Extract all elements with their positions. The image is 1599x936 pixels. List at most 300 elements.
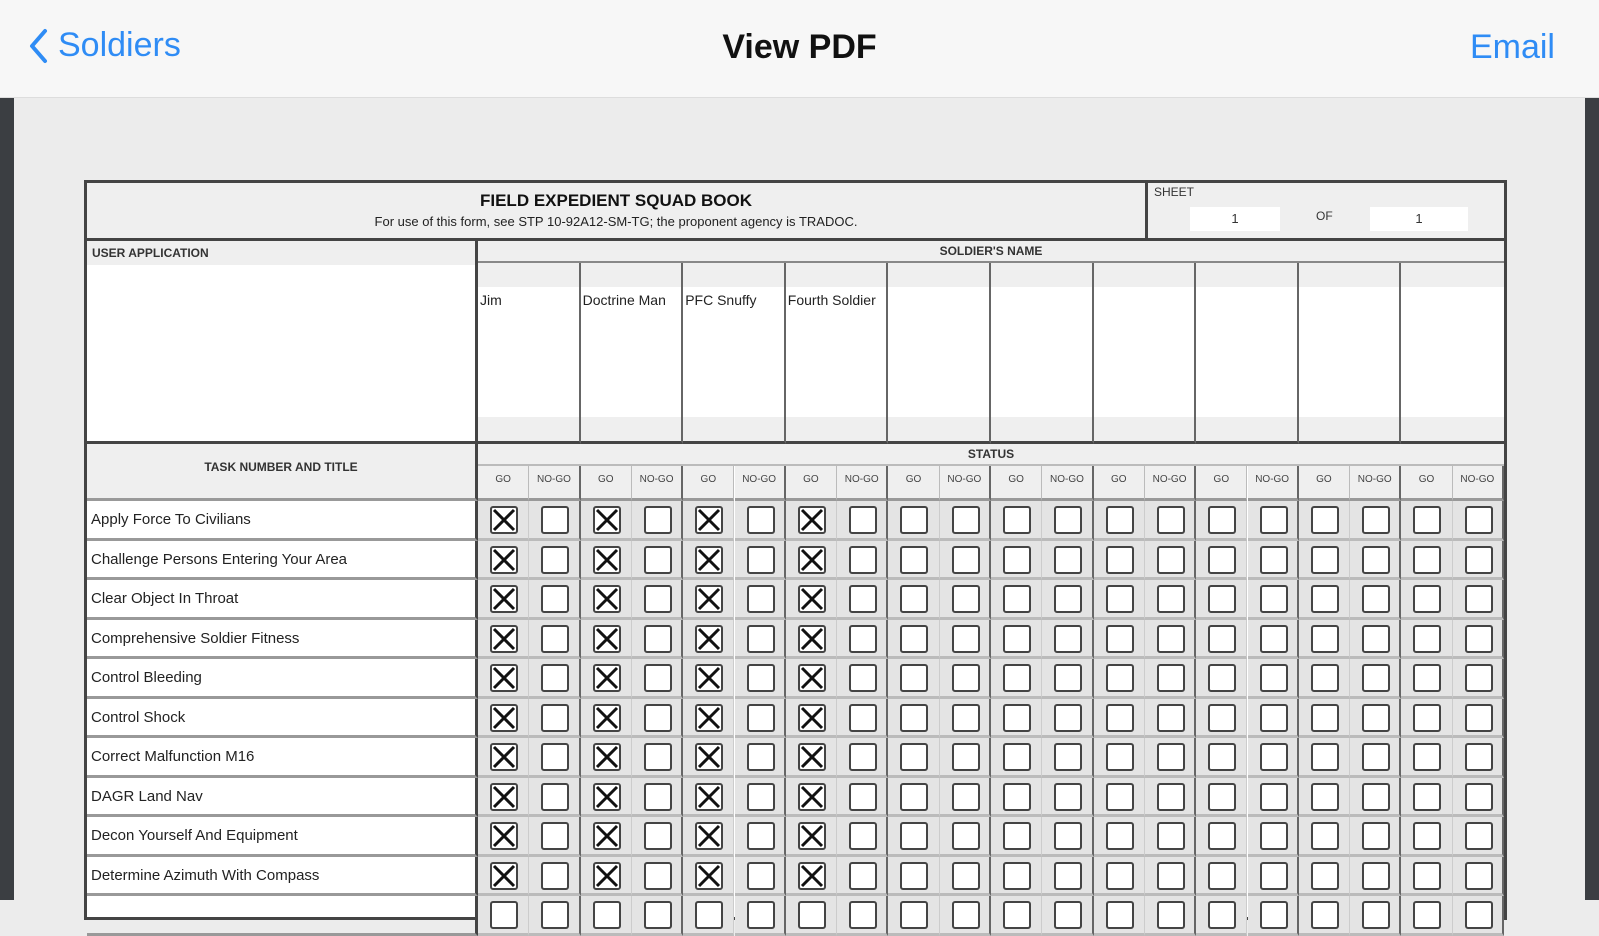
go-checkbox[interactable]	[490, 546, 518, 574]
go-checkbox[interactable]	[1106, 783, 1134, 811]
nogo-checkbox[interactable]	[541, 585, 569, 613]
soldier-name-column[interactable]	[786, 263, 889, 444]
soldier-name-column[interactable]	[1401, 263, 1504, 444]
go-checkbox[interactable]	[490, 625, 518, 653]
go-checkbox[interactable]	[593, 546, 621, 574]
nogo-checkbox[interactable]	[747, 783, 775, 811]
nogo-checkbox[interactable]	[1054, 743, 1082, 771]
go-checkbox[interactable]	[1106, 822, 1134, 850]
soldier-name-column[interactable]	[1094, 263, 1197, 444]
go-checkbox[interactable]	[900, 862, 928, 890]
nogo-checkbox[interactable]	[1157, 743, 1185, 771]
soldier-name-column[interactable]	[581, 263, 684, 444]
nogo-checkbox[interactable]	[541, 783, 569, 811]
x-mark-icon	[800, 666, 824, 690]
nogo-checkbox[interactable]	[644, 862, 672, 890]
nogo-checkbox[interactable]	[1260, 704, 1288, 732]
go-checkbox[interactable]	[490, 704, 518, 732]
nogo-checkbox[interactable]	[849, 783, 877, 811]
nogo-checkbox[interactable]	[1054, 822, 1082, 850]
nogo-checkbox[interactable]	[1260, 862, 1288, 890]
nogo-checkbox[interactable]	[1054, 862, 1082, 890]
page-title: View PDF	[722, 28, 877, 66]
soldier-name: Fourth Soldier	[787, 292, 876, 308]
go-checkbox[interactable]	[695, 743, 723, 771]
go-checkbox[interactable]	[1311, 783, 1339, 811]
go-header: GO	[991, 466, 1042, 501]
nogo-checkbox[interactable]	[1157, 585, 1185, 613]
nogo-header: NO-GO	[1350, 466, 1401, 501]
nogo-header: NO-GO	[837, 466, 888, 501]
go-checkbox[interactable]	[1003, 862, 1031, 890]
go-checkbox[interactable]	[1413, 704, 1441, 732]
go-checkbox[interactable]	[1311, 585, 1339, 613]
go-checkbox[interactable]	[798, 546, 826, 574]
go-checkbox[interactable]	[798, 901, 826, 929]
sheet-field[interactable]: 1	[1190, 207, 1280, 231]
nogo-checkbox[interactable]	[644, 783, 672, 811]
go-checkbox[interactable]	[593, 783, 621, 811]
name-field-bottom	[786, 417, 887, 441]
nogo-checkbox[interactable]	[1260, 625, 1288, 653]
go-header: GO	[888, 466, 939, 501]
soldier-name: Doctrine Man	[582, 292, 666, 308]
go-checkbox[interactable]	[900, 585, 928, 613]
nogo-checkbox[interactable]	[1260, 506, 1288, 534]
go-checkbox[interactable]	[1413, 625, 1441, 653]
go-checkbox[interactable]	[695, 664, 723, 692]
nogo-checkbox[interactable]	[849, 743, 877, 771]
x-mark-icon	[697, 824, 721, 848]
nogo-checkbox[interactable]	[849, 664, 877, 692]
go-checkbox[interactable]	[798, 862, 826, 890]
nogo-checkbox[interactable]	[1362, 546, 1390, 574]
go-checkbox[interactable]	[1208, 901, 1236, 929]
go-checkbox[interactable]	[490, 664, 518, 692]
go-checkbox[interactable]	[798, 585, 826, 613]
go-checkbox[interactable]	[1311, 901, 1339, 929]
nogo-checkbox[interactable]	[952, 704, 980, 732]
go-checkbox[interactable]	[490, 862, 518, 890]
go-checkbox[interactable]	[798, 704, 826, 732]
nogo-checkbox[interactable]	[1054, 585, 1082, 613]
nogo-checkbox[interactable]	[849, 625, 877, 653]
go-checkbox[interactable]	[695, 822, 723, 850]
go-checkbox[interactable]	[798, 506, 826, 534]
go-checkbox[interactable]	[1413, 822, 1441, 850]
nogo-checkbox[interactable]	[747, 585, 775, 613]
nogo-checkbox[interactable]	[541, 743, 569, 771]
go-checkbox[interactable]	[798, 743, 826, 771]
go-checkbox[interactable]	[1413, 862, 1441, 890]
nogo-checkbox[interactable]	[849, 506, 877, 534]
go-checkbox[interactable]	[1311, 506, 1339, 534]
name-field-bottom	[991, 417, 1092, 441]
nogo-checkbox[interactable]	[1157, 822, 1185, 850]
nogo-checkbox[interactable]	[644, 704, 672, 732]
nogo-checkbox[interactable]	[1362, 862, 1390, 890]
task-row-title: DAGR Land Nav	[87, 778, 478, 818]
x-mark-icon	[595, 785, 619, 809]
go-checkbox[interactable]	[1413, 506, 1441, 534]
soldier-name: PFC Snuffy	[685, 292, 757, 308]
go-checkbox[interactable]	[1003, 625, 1031, 653]
nogo-checkbox[interactable]	[952, 546, 980, 574]
go-checkbox[interactable]	[490, 822, 518, 850]
nogo-checkbox[interactable]	[1260, 743, 1288, 771]
go-checkbox[interactable]	[1208, 625, 1236, 653]
nogo-checkbox[interactable]	[644, 743, 672, 771]
go-checkbox[interactable]	[593, 664, 621, 692]
go-checkbox[interactable]	[1106, 625, 1134, 653]
go-checkbox[interactable]	[695, 862, 723, 890]
nogo-checkbox[interactable]	[849, 822, 877, 850]
task-row-title: Determine Azimuth With Compass	[87, 857, 478, 897]
go-checkbox[interactable]	[1003, 743, 1031, 771]
nogo-checkbox[interactable]	[1362, 822, 1390, 850]
nogo-checkbox[interactable]	[1362, 625, 1390, 653]
go-checkbox[interactable]	[1413, 585, 1441, 613]
nogo-checkbox[interactable]	[1465, 585, 1493, 613]
go-checkbox[interactable]	[695, 901, 723, 929]
go-checkbox[interactable]	[1311, 664, 1339, 692]
go-checkbox[interactable]	[1003, 585, 1031, 613]
back-label: Soldiers	[58, 26, 181, 64]
go-checkbox[interactable]	[1003, 506, 1031, 534]
nogo-checkbox[interactable]	[952, 664, 980, 692]
nogo-checkbox[interactable]	[1260, 585, 1288, 613]
nogo-checkbox[interactable]	[1157, 664, 1185, 692]
go-checkbox[interactable]	[490, 506, 518, 534]
soldier-name-column[interactable]	[888, 263, 991, 444]
nogo-checkbox[interactable]	[952, 901, 980, 929]
go-header: GO	[478, 466, 529, 501]
go-checkbox[interactable]	[900, 506, 928, 534]
go-checkbox[interactable]	[798, 625, 826, 653]
x-mark-icon	[697, 508, 721, 532]
go-checkbox[interactable]	[1003, 704, 1031, 732]
go-checkbox[interactable]	[900, 743, 928, 771]
go-checkbox[interactable]	[1106, 664, 1134, 692]
nogo-checkbox[interactable]	[1465, 704, 1493, 732]
nogo-checkbox[interactable]	[1465, 743, 1493, 771]
nogo-header: NO-GO	[632, 466, 683, 501]
go-header: GO	[683, 466, 734, 501]
nogo-checkbox[interactable]	[1260, 901, 1288, 929]
nogo-checkbox[interactable]	[644, 625, 672, 653]
soldiers-name-label: SOLDIER'S NAME	[478, 241, 1504, 263]
task-row-title: Apply Force To Civilians	[87, 501, 478, 541]
nogo-checkbox[interactable]	[849, 585, 877, 613]
x-mark-icon	[492, 587, 516, 611]
x-mark-icon	[697, 785, 721, 809]
nogo-checkbox[interactable]	[747, 822, 775, 850]
go-checkbox[interactable]	[1208, 546, 1236, 574]
nogo-checkbox[interactable]	[644, 546, 672, 574]
nogo-checkbox[interactable]	[1054, 664, 1082, 692]
name-field-top	[1299, 263, 1400, 287]
nogo-header: NO-GO	[1042, 466, 1093, 501]
x-mark-icon	[492, 548, 516, 572]
go-checkbox[interactable]	[1106, 901, 1134, 929]
nogo-checkbox[interactable]	[849, 901, 877, 929]
nogo-checkbox[interactable]	[541, 901, 569, 929]
go-checkbox[interactable]	[490, 783, 518, 811]
nogo-checkbox[interactable]	[952, 822, 980, 850]
go-checkbox[interactable]	[1208, 506, 1236, 534]
nogo-checkbox[interactable]	[1054, 901, 1082, 929]
nogo-checkbox[interactable]	[1054, 506, 1082, 534]
go-checkbox[interactable]	[593, 704, 621, 732]
nogo-checkbox[interactable]	[747, 546, 775, 574]
go-checkbox[interactable]	[1208, 743, 1236, 771]
nogo-checkbox[interactable]	[849, 704, 877, 732]
go-checkbox[interactable]	[1003, 664, 1031, 692]
go-checkbox[interactable]	[1003, 546, 1031, 574]
go-checkbox[interactable]	[1311, 704, 1339, 732]
x-mark-icon	[697, 548, 721, 572]
go-checkbox[interactable]	[1106, 862, 1134, 890]
nogo-checkbox[interactable]	[1465, 506, 1493, 534]
nogo-checkbox[interactable]	[849, 862, 877, 890]
sheet-label: SHEET	[1154, 185, 1195, 199]
go-checkbox[interactable]	[593, 862, 621, 890]
nogo-checkbox[interactable]	[1465, 664, 1493, 692]
go-checkbox[interactable]	[900, 783, 928, 811]
go-checkbox[interactable]	[1311, 862, 1339, 890]
go-checkbox[interactable]	[798, 664, 826, 692]
task-row-title	[87, 896, 478, 936]
go-checkbox[interactable]	[900, 704, 928, 732]
go-checkbox[interactable]	[1208, 664, 1236, 692]
nogo-checkbox[interactable]	[747, 506, 775, 534]
go-checkbox[interactable]	[1208, 585, 1236, 613]
go-checkbox[interactable]	[1208, 822, 1236, 850]
task-row-title: Clear Object In Throat	[87, 580, 478, 620]
go-checkbox[interactable]	[695, 585, 723, 613]
nogo-checkbox[interactable]	[541, 862, 569, 890]
task-row-title: Challenge Persons Entering Your Area	[87, 541, 478, 581]
nogo-checkbox[interactable]	[1054, 783, 1082, 811]
go-checkbox[interactable]	[1106, 506, 1134, 534]
nogo-checkbox[interactable]	[1362, 664, 1390, 692]
name-field-top	[683, 263, 784, 287]
nogo-checkbox[interactable]	[1157, 506, 1185, 534]
go-checkbox[interactable]	[900, 822, 928, 850]
go-checkbox[interactable]	[1208, 783, 1236, 811]
go-checkbox[interactable]	[490, 743, 518, 771]
x-mark-icon	[800, 706, 824, 730]
soldier-name-column[interactable]	[1196, 263, 1299, 444]
go-checkbox[interactable]	[1413, 664, 1441, 692]
nogo-checkbox[interactable]	[1157, 704, 1185, 732]
nogo-checkbox[interactable]	[644, 585, 672, 613]
nogo-checkbox[interactable]	[1362, 704, 1390, 732]
soldier-name-column[interactable]	[1299, 263, 1402, 444]
x-mark-icon	[800, 627, 824, 651]
go-checkbox[interactable]	[1106, 546, 1134, 574]
go-checkbox[interactable]	[1311, 546, 1339, 574]
go-checkbox[interactable]	[490, 585, 518, 613]
status-label: STATUS	[478, 444, 1504, 466]
nogo-checkbox[interactable]	[1260, 783, 1288, 811]
nogo-checkbox[interactable]	[541, 822, 569, 850]
go-checkbox[interactable]	[490, 901, 518, 929]
go-checkbox[interactable]	[1311, 625, 1339, 653]
go-checkbox[interactable]	[695, 546, 723, 574]
nogo-checkbox[interactable]	[541, 664, 569, 692]
go-header: GO	[1401, 466, 1452, 501]
nogo-checkbox[interactable]	[541, 546, 569, 574]
nogo-checkbox[interactable]	[1157, 625, 1185, 653]
x-mark-icon	[697, 706, 721, 730]
nogo-checkbox[interactable]	[747, 743, 775, 771]
nogo-checkbox[interactable]	[1362, 743, 1390, 771]
x-mark-icon	[492, 824, 516, 848]
nogo-checkbox[interactable]	[849, 546, 877, 574]
go-header: GO	[1196, 466, 1247, 501]
go-checkbox[interactable]	[593, 901, 621, 929]
nogo-checkbox[interactable]	[1157, 546, 1185, 574]
nogo-checkbox[interactable]	[644, 506, 672, 534]
nogo-checkbox[interactable]	[747, 625, 775, 653]
nogo-checkbox[interactable]	[1260, 546, 1288, 574]
go-checkbox[interactable]	[695, 783, 723, 811]
form-subtitle: For use of this form, see STP 10-92A12-SM-TG; the proponent agency is TRADOC.	[374, 214, 858, 229]
go-checkbox[interactable]	[1003, 822, 1031, 850]
nogo-checkbox[interactable]	[952, 625, 980, 653]
go-checkbox[interactable]	[1106, 743, 1134, 771]
go-checkbox[interactable]	[593, 585, 621, 613]
name-field-bottom	[888, 417, 989, 441]
go-checkbox[interactable]	[1106, 704, 1134, 732]
x-mark-icon	[492, 666, 516, 690]
go-checkbox[interactable]	[1413, 901, 1441, 929]
nogo-checkbox[interactable]	[952, 783, 980, 811]
go-checkbox[interactable]	[1208, 704, 1236, 732]
go-checkbox[interactable]	[1311, 743, 1339, 771]
of-field[interactable]: 1	[1370, 207, 1468, 231]
nogo-checkbox[interactable]	[1465, 546, 1493, 574]
nogo-checkbox[interactable]	[644, 664, 672, 692]
go-checkbox[interactable]	[900, 546, 928, 574]
nogo-header: NO-GO	[1145, 466, 1196, 501]
nogo-checkbox[interactable]	[952, 862, 980, 890]
go-checkbox[interactable]	[593, 625, 621, 653]
scroll-edge-right	[1585, 97, 1599, 900]
nogo-checkbox[interactable]	[1260, 822, 1288, 850]
nogo-checkbox[interactable]	[1465, 901, 1493, 929]
go-checkbox[interactable]	[695, 704, 723, 732]
go-checkbox[interactable]	[593, 822, 621, 850]
go-checkbox[interactable]	[1106, 585, 1134, 613]
nogo-checkbox[interactable]	[1362, 901, 1390, 929]
go-checkbox[interactable]	[798, 822, 826, 850]
nogo-header: NO-GO	[940, 466, 991, 501]
x-mark-icon	[492, 745, 516, 769]
email-button[interactable]: Email	[1469, 28, 1555, 66]
go-header: GO	[1094, 466, 1145, 501]
go-checkbox[interactable]	[900, 664, 928, 692]
nogo-checkbox[interactable]	[644, 822, 672, 850]
nogo-checkbox[interactable]	[1157, 783, 1185, 811]
go-checkbox[interactable]	[900, 901, 928, 929]
go-checkbox[interactable]	[1208, 862, 1236, 890]
name-field-bottom	[478, 417, 579, 441]
go-checkbox[interactable]	[1003, 901, 1031, 929]
form-title: FIELD EXPEDIENT SQUAD BOOK	[479, 191, 753, 210]
soldier-name-column[interactable]	[683, 263, 786, 444]
go-checkbox[interactable]	[1413, 783, 1441, 811]
of-label: OF	[1316, 209, 1333, 223]
x-mark-icon	[800, 745, 824, 769]
nogo-checkbox[interactable]	[1157, 901, 1185, 929]
soldier-name-column[interactable]	[991, 263, 1094, 444]
nogo-checkbox[interactable]	[1465, 822, 1493, 850]
task-row-title: Decon Yourself And Equipment	[87, 817, 478, 857]
nogo-checkbox[interactable]	[1054, 546, 1082, 574]
nogo-checkbox[interactable]	[747, 664, 775, 692]
x-mark-icon	[492, 864, 516, 888]
x-mark-icon	[800, 508, 824, 532]
nogo-checkbox[interactable]	[1054, 704, 1082, 732]
nogo-checkbox[interactable]	[1157, 862, 1185, 890]
nogo-checkbox[interactable]	[952, 506, 980, 534]
x-mark-icon	[492, 706, 516, 730]
go-checkbox[interactable]	[798, 783, 826, 811]
nogo-checkbox[interactable]	[1362, 506, 1390, 534]
go-checkbox[interactable]	[593, 743, 621, 771]
go-checkbox[interactable]	[900, 625, 928, 653]
nogo-checkbox[interactable]	[1362, 585, 1390, 613]
nogo-header: NO-GO	[735, 466, 786, 501]
x-mark-icon	[800, 824, 824, 848]
x-mark-icon	[492, 627, 516, 651]
soldier-name-column[interactable]	[478, 263, 581, 444]
go-checkbox[interactable]	[695, 506, 723, 534]
go-checkbox[interactable]	[1003, 783, 1031, 811]
name-field-top	[1094, 263, 1195, 287]
nogo-checkbox[interactable]	[952, 743, 980, 771]
form-header	[87, 183, 1148, 241]
go-checkbox[interactable]	[1413, 743, 1441, 771]
x-mark-icon	[697, 587, 721, 611]
soldier-name: Jim	[480, 292, 502, 308]
go-checkbox[interactable]	[1413, 546, 1441, 574]
nogo-checkbox[interactable]	[1465, 625, 1493, 653]
nogo-checkbox[interactable]	[1260, 664, 1288, 692]
go-checkbox[interactable]	[1311, 822, 1339, 850]
nogo-checkbox[interactable]	[541, 625, 569, 653]
x-mark-icon	[595, 824, 619, 848]
nogo-checkbox[interactable]	[1362, 783, 1390, 811]
nogo-checkbox[interactable]	[541, 506, 569, 534]
nogo-checkbox[interactable]	[747, 704, 775, 732]
pdf-document[interactable]	[84, 180, 1507, 920]
nogo-checkbox[interactable]	[644, 901, 672, 929]
nogo-checkbox[interactable]	[747, 901, 775, 929]
nogo-checkbox[interactable]	[747, 862, 775, 890]
nogo-checkbox[interactable]	[1465, 862, 1493, 890]
x-mark-icon	[697, 745, 721, 769]
nogo-checkbox[interactable]	[1465, 783, 1493, 811]
nogo-checkbox[interactable]	[952, 585, 980, 613]
nogo-checkbox[interactable]	[541, 704, 569, 732]
go-checkbox[interactable]	[593, 506, 621, 534]
name-field-top	[1401, 263, 1504, 287]
nogo-checkbox[interactable]	[1054, 625, 1082, 653]
go-checkbox[interactable]	[695, 625, 723, 653]
